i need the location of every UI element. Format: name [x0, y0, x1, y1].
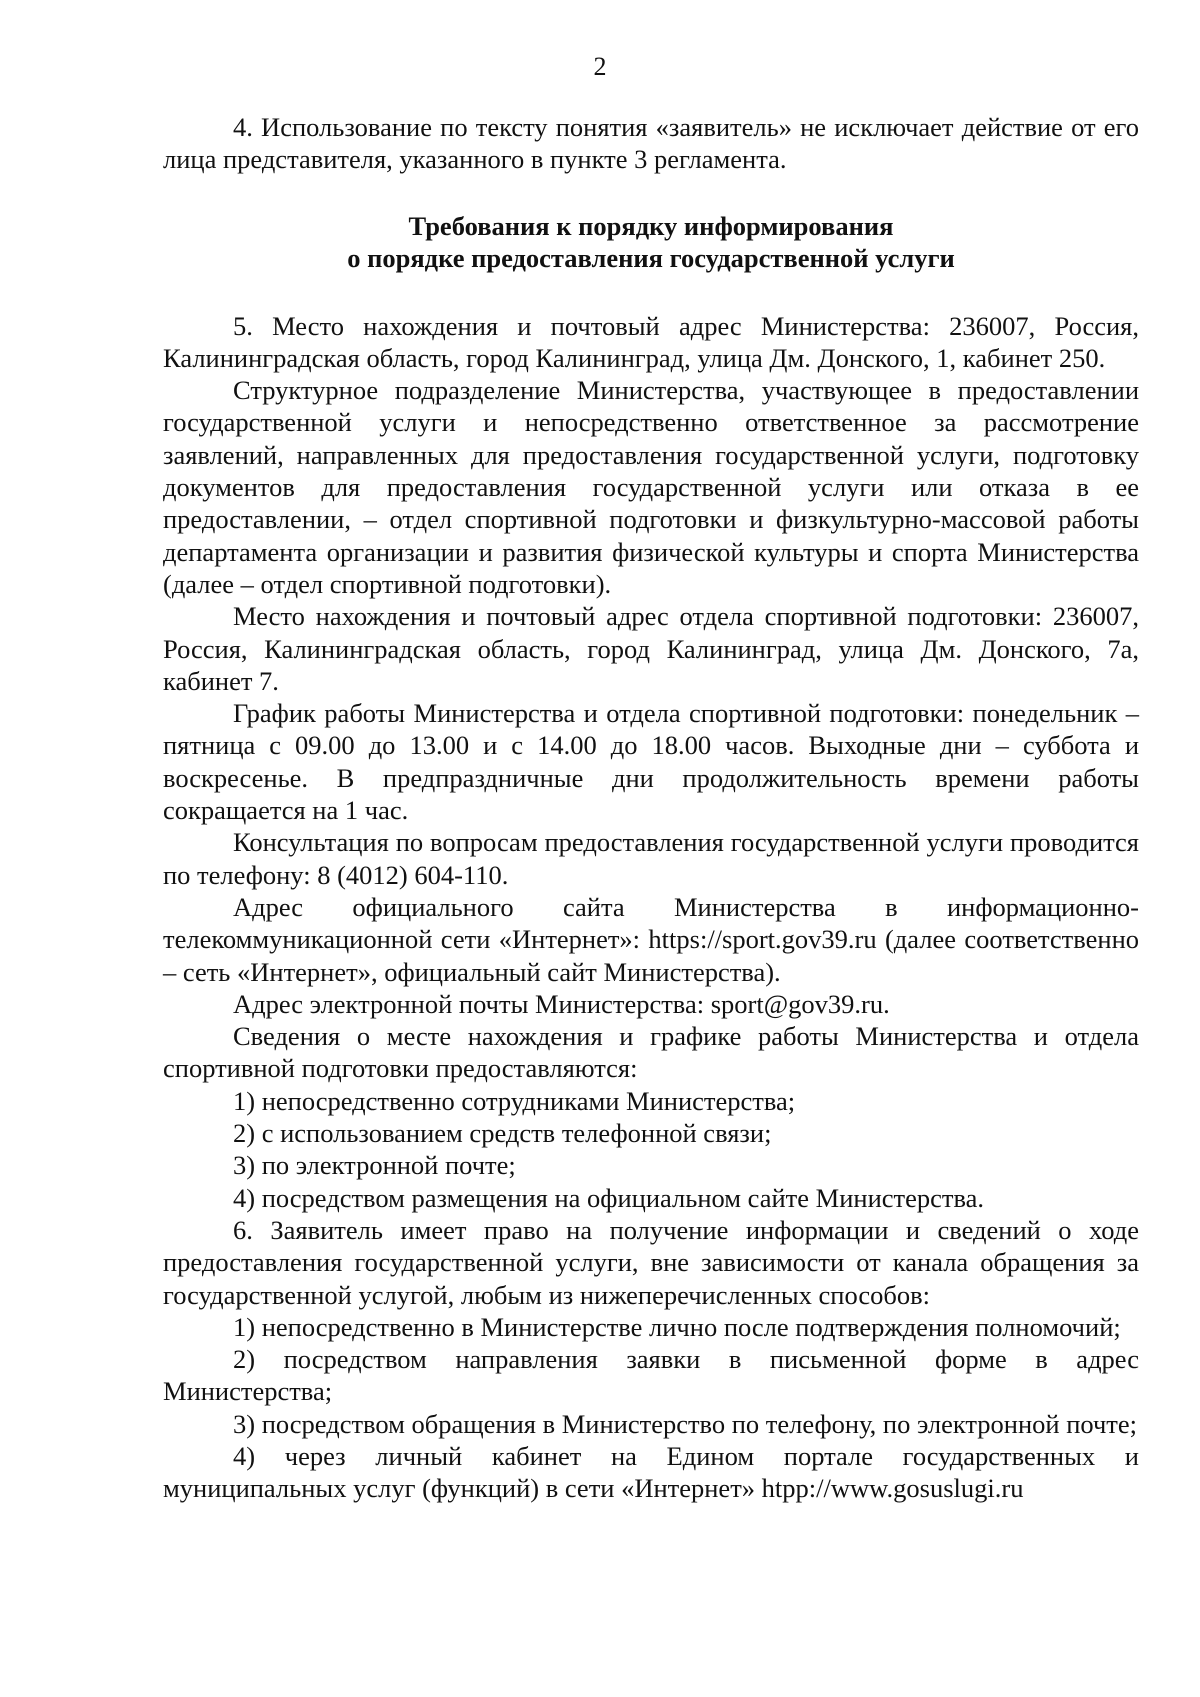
paragraph: Структурное подразделение Министерства, участвующее в предоставлении государственной услуги и непосредственно ответственное за рассмотрение заявлений, направленных для предоставления государственной услуги, подготовку документов для предоставления государственной услуги или отказа в ее предоставлении, – отдел спортивной подготовки и физкультурно-массовой работы департамента организации и развития физической культуры и спорта Министерства (далее – отдел спортивной подготовки).	[163, 375, 1139, 599]
section-heading-line: о порядке предоставления государственной услуги	[347, 242, 955, 273]
paragraph: Место нахождения и почтовый адрес отдела спортивной подготовки: 236007, Россия, Калининградская область, город Калининград, улица Дм. Донского, 7а, кабинет 7.	[163, 601, 1139, 696]
paragraph: Сведения о месте нахождения и графике работы Министерства и отдела спортивной подготовки предоставляются:	[163, 1021, 1139, 1084]
list-item: 1) непосредственно в Министерстве лично после подтверждения полномочий;	[233, 1311, 1121, 1342]
paragraph: 4. Использование по тексту понятия «заявитель» не исключает действие от его лица представителя, указанного в пункте 3 регламента.	[163, 112, 1139, 175]
section-heading	[163, 210, 1139, 274]
paragraph: Консультация по вопросам предоставления государственной услуги проводится по телефону: 8 (4012) 604-110.	[163, 827, 1139, 890]
list-item: 2) посредством направления заявки в письменной форме в адрес Министерства;	[163, 1344, 1139, 1407]
paragraph: График работы Министерства и отдела спортивной подготовки: понедельник – пятница с 09.00 до 13.00 и с 14.00 до 18.00 часов. Выходные дни – суббота и воскресенье. В предпраздничные дни продолжительность времени работы сокращается на 1 час.	[163, 698, 1139, 826]
list-item: 4) посредством размещения на официальном сайте Министерства.	[233, 1182, 985, 1213]
section-heading-line: Требования к порядку информирования	[408, 210, 894, 241]
list-item: 2) с использованием средств телефонной связи;	[233, 1118, 772, 1149]
list-item: 3) посредством обращения в Министерство по телефону, по электронной почте;	[233, 1408, 1137, 1439]
paragraph: Адрес электронной почты Министерства: sport@gov39.ru.	[233, 988, 890, 1019]
list-item: 3) по электронной почте;	[233, 1150, 516, 1181]
document-body	[163, 111, 1139, 1505]
paragraph: Адрес официального сайта Министерства в информационно-телекоммуникационной сети «Интернет»: https://sport.gov39.ru (далее соответственно – сеть «Интернет», официальный сайт Министерства).	[163, 891, 1139, 987]
paragraph: 6. Заявитель имеет право на получение информации и сведений о ходе предоставления государственной услуги, вне зависимости от канала обращения за государственной услугой, любым из нижеперечисленных способов:	[163, 1214, 1139, 1310]
page-number: 2	[593, 52, 607, 81]
list-item: 4) через личный кабинет на Едином портале государственных и муниципальных услуг (функций) в сети «Интернет» htpp://www.gosuslugi.ru	[163, 1440, 1139, 1504]
paragraph: 5. Место нахождения и почтовый адрес Министерства: 236007, Россия, Калининградская область, город Калининград, улица Дм. Донского, 1, кабинет 250.	[163, 310, 1139, 373]
list-item: 1) непосредственно сотрудниками Министерства;	[233, 1085, 796, 1116]
